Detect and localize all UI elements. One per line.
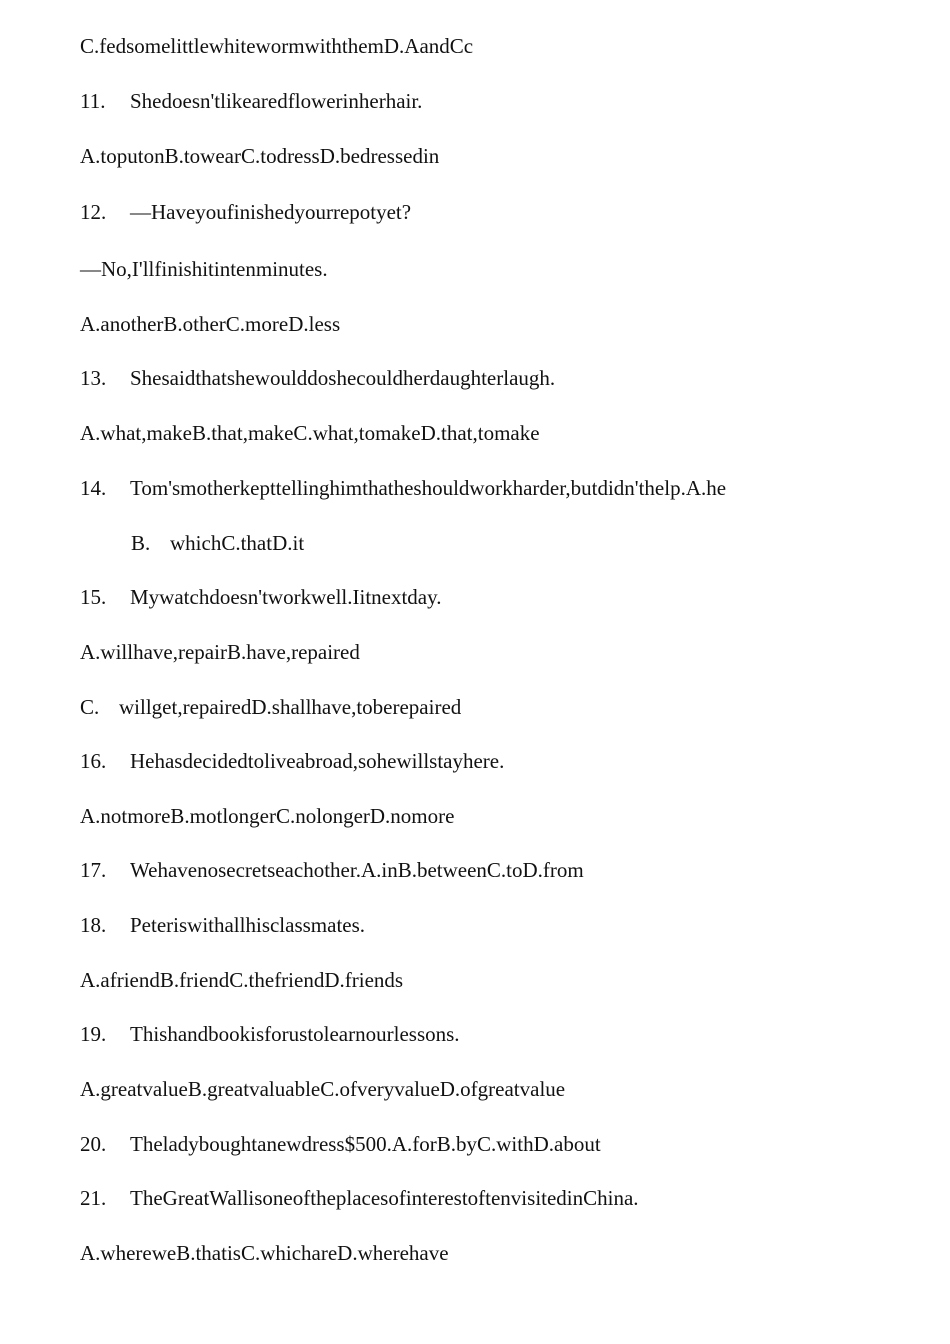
question-text: Theladyboughtanewdress$500.A.forB.byC.withD.about	[130, 1132, 601, 1156]
question-17	[80, 857, 584, 883]
question-number: 21.	[80, 1186, 107, 1210]
question-13	[80, 365, 555, 391]
question-16	[80, 748, 504, 774]
dialogue-line: —No,I'llfinishitintenminutes.	[80, 257, 328, 281]
question-number: 19.	[80, 1022, 107, 1046]
question-number: 15.	[80, 585, 107, 609]
question-number: 12.	[80, 200, 107, 224]
question-number: 20.	[80, 1132, 107, 1156]
answer-options-line	[131, 530, 304, 556]
question-text: TheGreatWallisoneoftheplacesofinterestoftenvisitedinChina.	[130, 1186, 639, 1210]
question-14	[80, 475, 726, 501]
question-text: Mywatchdoesn'tworkwell.Iitnextday.	[130, 585, 442, 609]
question-number: 11.	[80, 89, 106, 113]
question-number: 13.	[80, 366, 107, 390]
question-text: Peteriswithallhisclassmates.	[130, 913, 366, 937]
question-19	[80, 1021, 460, 1047]
question-text: Thishandbookisforustolearnourlessons.	[130, 1022, 460, 1046]
question-number: 16.	[80, 749, 107, 773]
question-text: Tom'smotherkepttellinghimthatheshouldworkharder,butdidn'thelp.A.he	[130, 476, 727, 500]
question-11	[80, 88, 422, 114]
answer-options-line: A.willhave,repairB.have,repaired	[80, 640, 360, 664]
question-number: 17.	[80, 858, 107, 882]
question-15	[80, 584, 442, 610]
question-21	[80, 1185, 639, 1211]
option-letter: C.	[80, 695, 100, 719]
question-text: Hehasdecidedtoliveabroad,sohewillstayhere.	[130, 749, 505, 773]
question-20	[80, 1131, 601, 1157]
question-text: Shesaidthatshewoulddoshecouldherdaughterlaugh.	[130, 366, 556, 390]
question-number: 18.	[80, 913, 107, 937]
answer-options-line	[80, 694, 461, 720]
option-letter: B.	[131, 531, 151, 555]
answer-options-line: C.fedsomelittlewhitewormwiththemD.AandCc	[80, 34, 474, 58]
answer-options-line: A.afriendB.friendC.thefriendD.friends	[80, 968, 404, 992]
question-number: 14.	[80, 476, 107, 500]
answer-options-line: A.toputonB.towearC.todressD.bedressedin	[80, 144, 440, 168]
question-12	[80, 199, 411, 225]
answer-options-line: A.what,makeB.that,makeC.what,tomakeD.that,tomake	[80, 421, 540, 445]
question-18	[80, 912, 365, 938]
option-text: willget,repairedD.shallhave,toberepaired	[119, 695, 462, 719]
option-text: whichC.thatD.it	[170, 531, 305, 555]
question-text: Shedoesn'tlikearedflowerinherhair.	[130, 89, 423, 113]
answer-options-line: A.anotherB.otherC.moreD.less	[80, 312, 341, 336]
answer-options-line: A.wherewеB.thatisC.whichareD.wherehave	[80, 1241, 449, 1265]
question-text: Wehavenosecretseachother.A.inB.betweenC.toD.from	[130, 858, 584, 882]
answer-options-line: A.greatvalueB.greatvaluableC.ofveryvalueD.ofgreatvalue	[80, 1077, 566, 1101]
question-text: —Haveyoufinishedyourrepotyet?	[130, 200, 412, 224]
answer-options-line: A.notmoreB.motlongerC.nolongerD.nomore	[80, 804, 455, 828]
